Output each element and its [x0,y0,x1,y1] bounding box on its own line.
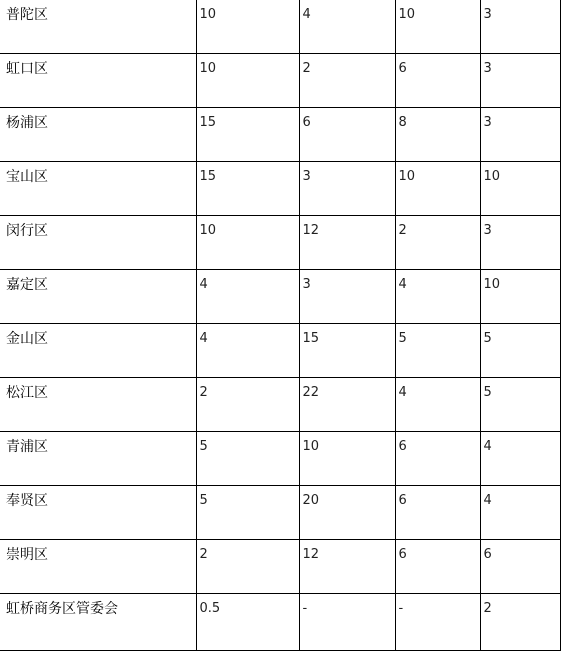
value-col3: 10 [398,7,416,22]
value-cell [395,216,480,270]
value-col4: 2 [483,601,492,616]
value-col1: 4 [199,331,208,346]
value-cell [395,378,480,432]
table-row [0,324,560,378]
value-cell [480,270,560,324]
value-cell [299,216,395,270]
value-cell [196,0,299,54]
value-col3: - [398,601,404,616]
value-cell [480,216,560,270]
value-col1: 0.5 [199,601,221,616]
value-cell [196,594,299,651]
value-cell [299,432,395,486]
table-row [0,108,560,162]
district-cell [0,0,196,54]
district-name: 闵行区 [6,223,48,239]
value-col2: 6 [302,115,311,130]
value-col2: 15 [302,331,320,346]
value-cell [196,162,299,216]
value-col2: 3 [302,277,311,292]
table-row [0,216,560,270]
value-cell [299,594,395,651]
district-name: 青浦区 [6,439,48,455]
district-cell [0,540,196,594]
district-name: 嘉定区 [6,277,48,293]
value-cell [299,108,395,162]
district-cell [0,216,196,270]
district-cell [0,594,196,651]
value-col2: 12 [302,547,320,562]
district-cell [0,486,196,540]
value-cell [480,486,560,540]
value-col3: 6 [398,493,407,508]
value-col4: 3 [483,115,492,130]
value-col1: 10 [199,7,217,22]
value-cell [196,378,299,432]
value-cell [196,54,299,108]
value-col4: 3 [483,7,492,22]
table-row [0,270,560,324]
value-cell [480,54,560,108]
value-col1: 5 [199,439,208,454]
value-col2: 4 [302,7,311,22]
value-col4: 5 [483,385,492,400]
value-col3: 6 [398,61,407,76]
value-col4: 6 [483,547,492,562]
table-row [0,378,560,432]
value-cell [480,432,560,486]
value-cell [196,324,299,378]
district-name: 奉贤区 [6,493,48,509]
value-cell [299,324,395,378]
table-row [0,54,560,108]
value-col4: 10 [483,169,501,184]
value-col3: 4 [398,385,407,400]
value-cell [196,108,299,162]
district-cell [0,378,196,432]
value-cell [395,486,480,540]
district-name: 虹口区 [6,61,48,77]
district-cell [0,108,196,162]
value-cell [299,486,395,540]
district-name: 杨浦区 [6,115,48,131]
value-col4: 10 [483,277,501,292]
table-row [0,486,560,540]
value-col3: 10 [398,169,416,184]
value-col1: 4 [199,277,208,292]
value-col4: 3 [483,61,492,76]
value-col1: 10 [199,223,217,238]
value-cell [480,108,560,162]
value-col2: 10 [302,439,320,454]
district-cell [0,162,196,216]
table-row [0,594,560,651]
value-cell [299,0,395,54]
district-name: 虹桥商务区管委会 [6,601,118,617]
district-name: 崇明区 [6,547,48,563]
value-cell [299,270,395,324]
value-cell [196,270,299,324]
district-name: 宝山区 [6,169,48,185]
value-col2: 3 [302,169,311,184]
value-cell [395,108,480,162]
value-col2: - [302,601,308,616]
value-cell [480,162,560,216]
value-cell [395,540,480,594]
value-cell [299,378,395,432]
value-cell [395,432,480,486]
value-col1: 2 [199,547,208,562]
value-col4: 4 [483,439,492,454]
district-cell [0,270,196,324]
value-cell [395,54,480,108]
value-cell [480,378,560,432]
value-cell [395,594,480,651]
district-name: 松江区 [6,385,48,401]
value-cell [299,54,395,108]
value-col4: 5 [483,331,492,346]
value-col4: 4 [483,493,492,508]
value-cell [196,540,299,594]
district-name: 金山区 [6,331,48,347]
table-row [0,0,560,54]
value-cell [480,540,560,594]
value-cell [395,324,480,378]
value-col3: 5 [398,331,407,346]
value-cell [299,540,395,594]
value-cell [480,324,560,378]
value-cell [395,162,480,216]
table-row [0,540,560,594]
value-col3: 6 [398,547,407,562]
value-col3: 8 [398,115,407,130]
value-col2: 2 [302,61,311,76]
value-col3: 4 [398,277,407,292]
value-cell [480,594,560,651]
value-col2: 22 [302,385,320,400]
value-cell [196,486,299,540]
value-cell [196,216,299,270]
table-row [0,432,560,486]
value-col2: 12 [302,223,320,238]
district-cell [0,432,196,486]
value-col3: 2 [398,223,407,238]
value-cell [395,270,480,324]
district-cell [0,324,196,378]
value-col2: 20 [302,493,320,508]
value-cell [196,432,299,486]
district-name: 普陀区 [6,7,48,23]
value-cell [395,0,480,54]
value-col4: 3 [483,223,492,238]
value-col1: 5 [199,493,208,508]
value-col1: 10 [199,61,217,76]
value-cell [299,162,395,216]
value-col1: 15 [199,169,217,184]
district-cell [0,54,196,108]
value-col3: 6 [398,439,407,454]
table-row [0,162,560,216]
value-cell [480,0,560,54]
value-col1: 2 [199,385,208,400]
value-col1: 15 [199,115,217,130]
